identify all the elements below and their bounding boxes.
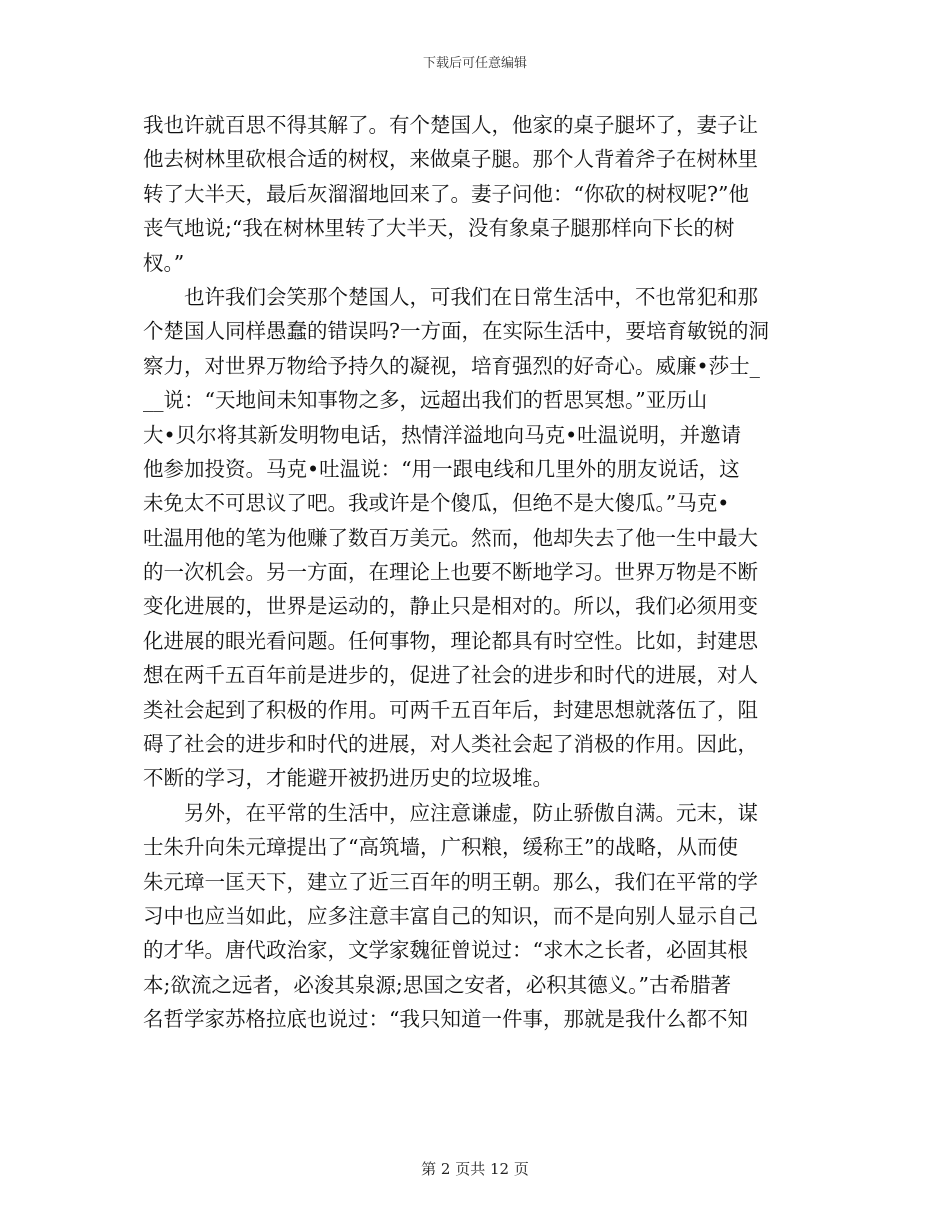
body-line: 吐温用他的笔为他赚了数百万美元。然而，他却失去了他一生中最大 (143, 525, 758, 550)
body-line: __说：“天地间未知事物之多，远超出我们的哲思冥想。”亚历山 (143, 388, 708, 413)
body-line: 大•贝尔将其新发明物电话，热情洋溢地向马克•吐温说明，并邀请 (143, 422, 742, 447)
body-line: 他参加投资。马克•吐温说：“用一跟电线和几里外的朋友说话，这 (143, 456, 740, 481)
body-line: 另外，在平常的生活中，应注意谦虚，防止骄傲自满。元末，谋 (143, 800, 758, 825)
body-line: 类社会起到了积极的作用。可两千五百年后，封建思想就落伍了，阻 (143, 697, 758, 722)
body-line: 名哲学家苏格拉底也说过：“我只知道一件事，那就是我什么都不知 (143, 1007, 748, 1032)
page-header: 下载后可任意编辑 (422, 56, 527, 71)
body-line: 他去树林里砍根合适的树杈，来做桌子腿。那个人背着斧子在树林里 (143, 147, 758, 172)
body-line: 化进展的眼光看问题。任何事物，理论都具有时空性。比如，封建思 (143, 628, 758, 653)
body-line: 士朱升向朱元璋提出了“高筑墙，广积粮，缓称王”的战略，从而使 (143, 835, 738, 860)
document-body (143, 108, 813, 1037)
body-line: 杈。” (143, 250, 185, 275)
body-line: 我也许就百思不得其解了。有个楚国人，他家的桌子腿坏了，妻子让 (143, 113, 758, 137)
body-line: 的一次机会。另一方面，在理论上也要不断地学习。世界万物是不断 (143, 560, 758, 585)
body-line: 本;欲流之远者，必浚其泉源;思国之安者，必积其德义。”古希腊著 (143, 972, 732, 997)
body-line: 也许我们会笑那个楚国人，可我们在日常生活中，不也常犯和那 (143, 284, 758, 309)
body-line: 碍了社会的进步和时代的进展，对人类社会起了消极的作用。因此， (143, 732, 758, 757)
body-line: 变化进展的，世界是运动的，静止只是相对的。所以，我们必须用变 (143, 594, 758, 619)
body-line: 不断的学习，才能避开被扔进历史的垃圾堆。 (143, 766, 553, 791)
page-footer: 第 2 页共 12 页 (421, 1160, 529, 1178)
body-line: 转了大半天，最后灰溜溜地回来了。妻子问他：“你砍的树杈呢?”他 (143, 181, 749, 206)
body-line: 习中也应当如此，应多注意丰富自己的知识，而不是向别人显示自己 (143, 903, 758, 928)
body-line: 的才华。唐代政治家，文学家魏征曾说过：“求木之长者，必固其根 (143, 938, 748, 963)
body-line: 朱元璋一匡天下，建立了近三百年的明王朝。那么，我们在平常的学 (143, 869, 758, 894)
body-line: 想在两千五百年前是进步的，促进了社会的进步和时代的进展，对人 (143, 663, 758, 688)
body-line: 丧气地说;“我在树林里转了大半天，没有象桌子腿那样向下长的树 (143, 216, 735, 241)
body-line: 个楚国人同样愚蠢的错误吗?一方面，在实际生活中，要培育敏锐的洞 (143, 319, 769, 344)
body-line: 察力，对世界万物给予持久的凝视，培育强烈的好奇心。威廉•莎士_ (143, 353, 760, 378)
body-line: 未免太不可思议了吧。我或许是个傻瓜，但绝不是大傻瓜。”马克• (143, 491, 730, 516)
